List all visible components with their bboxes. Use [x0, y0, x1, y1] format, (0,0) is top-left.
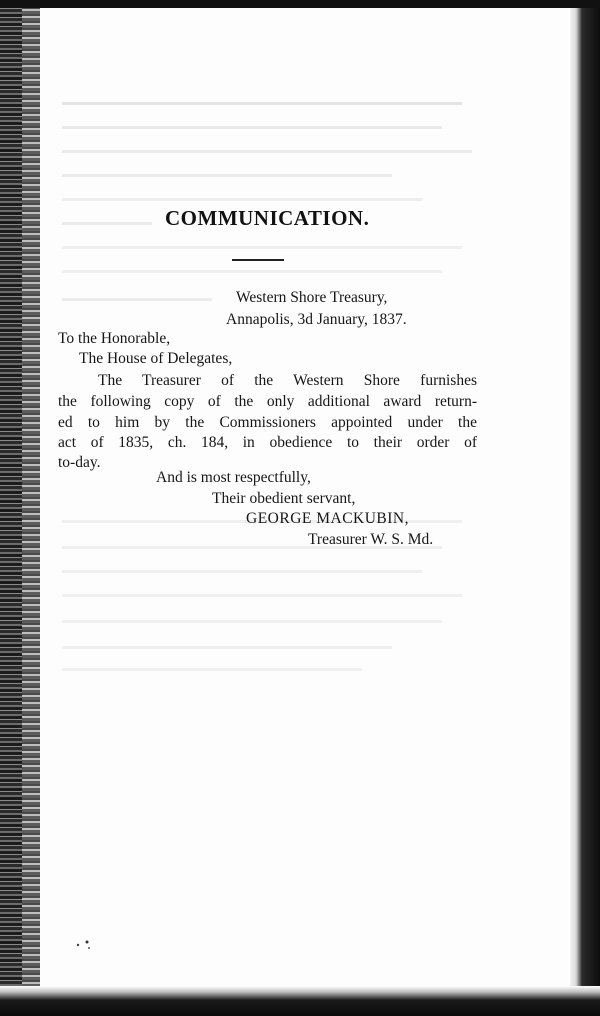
addressee-line-1: To the Honorable, [58, 330, 171, 347]
place-line: Western Shore Treasury, [236, 289, 388, 306]
date-line: Annapolis, 3d January, 1837. [226, 311, 407, 328]
closing-line: And is most respectfully, [156, 469, 311, 486]
body-line-4: act of 1835, ch. 184, in obedience to their order of [58, 434, 477, 451]
addressee-line-2: The House of Delegates, [79, 350, 233, 367]
signature-name: GEORGE MACKUBIN, [246, 510, 409, 527]
body-line-5: to-day. [58, 454, 101, 471]
body-line-2: the following copy of the only additional award return- [58, 393, 477, 410]
title-divider [232, 259, 284, 261]
valediction-line: Their obedient servant, [212, 490, 356, 507]
body-line-1: The Treasurer of the Western Shore furnishes [98, 372, 477, 389]
page-title: COMMUNICATION. [165, 206, 370, 230]
stray-ink-marks [75, 938, 95, 952]
signature-title: Treasurer W. S. Md. [308, 531, 434, 548]
body-line-3: ed to him by the Commissioners appointed under the [58, 414, 477, 431]
